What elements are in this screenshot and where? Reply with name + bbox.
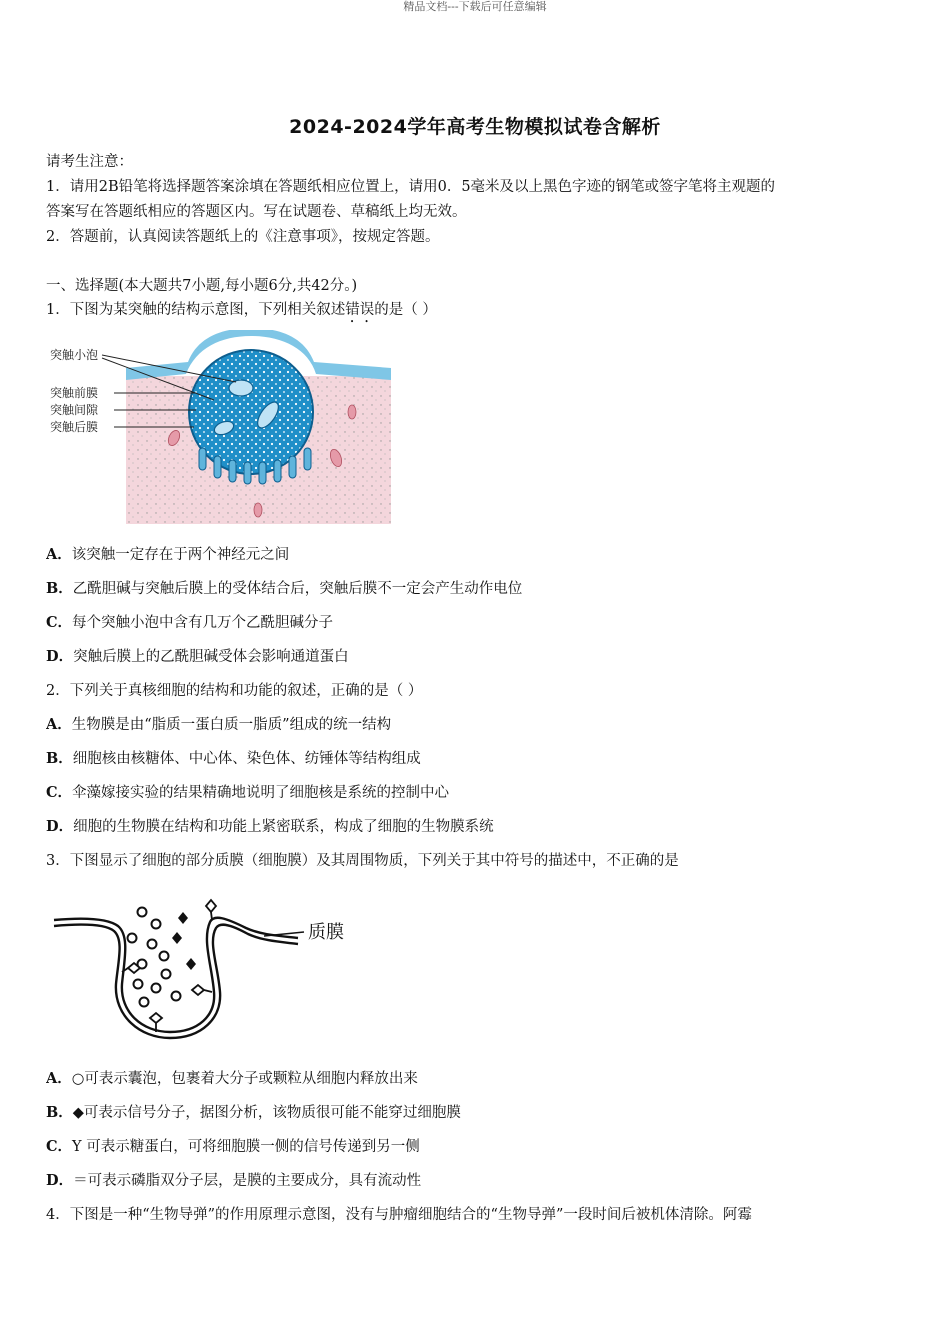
q1-option-d: D．突触后膜上的乙酰胆碱受体会影响通道蛋白 — [46, 648, 349, 665]
question-4-stem: 4．下图是一种“生物导弹”的作用原理示意图，没有与肿瘤细胞结合的“生物导弹”一段时间后被机体清除。阿霉 — [46, 1207, 752, 1223]
q1-option-b: B．乙酰胆碱与突触后膜上的受体结合后，突触后膜不一定会产生动作电位 — [46, 580, 523, 597]
notice-item-2: 2．答题前，认真阅读答题纸上的《注意事项》，按规定答题。 — [46, 229, 440, 245]
section-heading: 一、选择题(本大题共7小题,每小题6分,共42分。) — [46, 278, 358, 294]
notice-item-1-line-1: 1．请用2B铅笔将选择题答案涂填在答题纸相应位置上，请用0．5毫米及以上黑色字迹的钢笔或签字笔将主观题的 — [46, 179, 776, 195]
label-presynaptic-membrane: 突触前膜 — [50, 386, 99, 400]
q1-option-a: A．该突触一定存在于两个神经元之间 — [46, 546, 290, 563]
vesicle-circles — [128, 908, 181, 1007]
question-3-stem: 3．下图显示了细胞的部分质膜（细胞膜）及其周围物质，下列关于其中符号的描述中，不正确的是 — [46, 853, 679, 869]
q2-option-d: D．细胞的生物膜在结构和功能上紧密联系，构成了细胞的生物膜系统 — [46, 818, 494, 835]
page-header: 精品文档---下载后可任意编辑 — [403, 0, 547, 13]
q2-option-a: A．生物膜是由“脂质一蛋白质一脂质”组成的统一结构 — [46, 716, 392, 733]
label-postsynaptic-membrane: 突触后膜 — [50, 420, 99, 434]
question-1-stem-emphasis: 错误 — [345, 302, 375, 318]
notice-heading: 请考生注意： — [46, 154, 133, 170]
notice-item-1-line-2: 答案写在答题纸相应的答题区内。写在试题卷、草稿纸上均无效。 — [46, 204, 467, 220]
question-1-stem — [46, 300, 906, 326]
question-1-stem-post: 的是（ ） — [374, 302, 437, 318]
label-synaptic-cleft: 突触间隙 — [50, 403, 99, 417]
membrane-label: 质膜 — [308, 922, 344, 943]
page-title: 2024-2024学年高考生物模拟试卷含解析 — [289, 116, 661, 138]
label-synaptic-vesicle: 突触小泡 — [50, 348, 99, 362]
question-2-stem: 2．下列关于真核细胞的结构和功能的叙述，正确的是（ ） — [46, 683, 423, 699]
q3-option-b: B．◆可表示信号分子，据图分析，该物质很可能不能穿过细胞膜 — [46, 1104, 461, 1121]
q3-option-a: A．○可表示囊泡，包裹着大分子或颗粒从细胞内释放出来 — [46, 1070, 418, 1087]
mitochondrion — [229, 380, 253, 396]
q1-option-c: C．每个突触小泡中含有几万个乙酰胆碱分子 — [46, 614, 334, 631]
glycoprotein-receptors — [122, 900, 216, 1032]
signal-diamonds — [172, 912, 196, 970]
question-1-stem-pre: 1．下图为某突触的结构示意图，下列相关叙述 — [46, 302, 346, 318]
membrane-diagram — [46, 892, 376, 1042]
q2-option-b: B．细胞核由核糖体、中心体、染色体、纺锤体等结构组成 — [46, 750, 421, 767]
q3-option-d: D．＝可表示磷脂双分子层，是膜的主要成分，具有流动性 — [46, 1172, 422, 1189]
q3-option-c: C．Y 可表示糖蛋白，可将细胞膜一侧的信号传递到另一侧 — [46, 1138, 420, 1155]
synapse-diagram — [46, 330, 396, 526]
q2-option-c: C．伞藻嫁接实验的结果精确地说明了细胞核是系统的控制中心 — [46, 784, 450, 801]
